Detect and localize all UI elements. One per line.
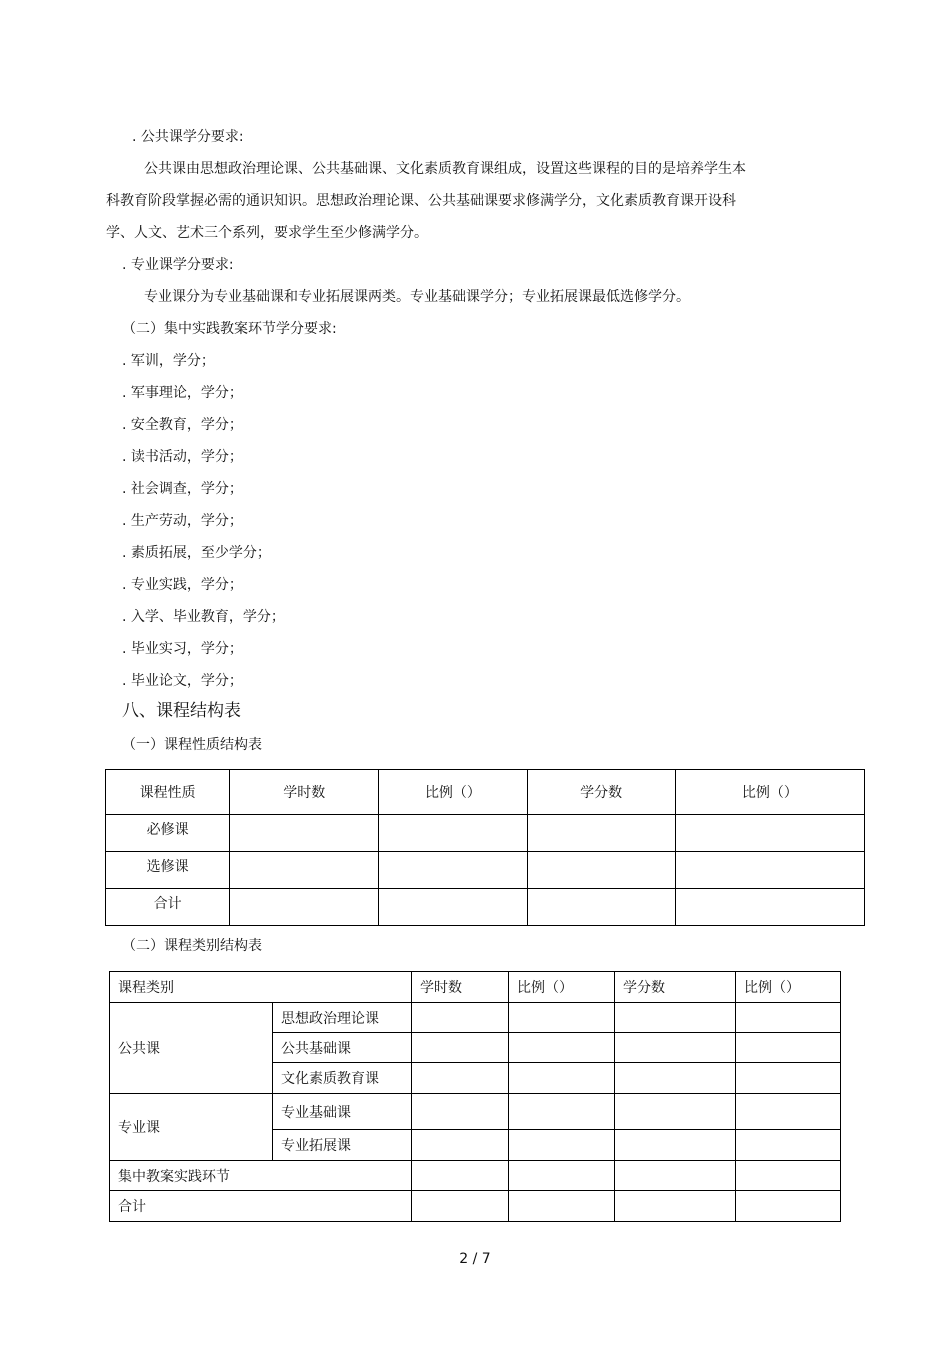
table-cell — [675, 889, 864, 926]
table-header-cell: 比例（） — [379, 770, 527, 815]
table-cell — [615, 1063, 736, 1094]
table-cell — [615, 1130, 736, 1161]
table-header-cell: 比例（） — [675, 770, 864, 815]
list-item: . 素质拓展，至少学分； — [122, 545, 271, 561]
table-cell — [509, 1033, 615, 1063]
table-cell — [509, 1094, 615, 1130]
list-item: . 毕业论文，学分； — [122, 673, 243, 689]
table-header-cell: 比例（） — [736, 972, 841, 1003]
major-credit-heading: . 专业课学分要求: — [122, 257, 234, 273]
public-credit-heading: . 公共课学分要求: — [132, 129, 244, 145]
table-row — [106, 852, 865, 889]
table-header-cell: 学时数 — [412, 972, 509, 1003]
section-title: 八、课程结构表 — [122, 701, 241, 721]
table-row — [106, 815, 865, 852]
table-cell — [736, 1003, 841, 1033]
category-total: 合计 — [110, 1191, 412, 1222]
table-cell — [615, 1161, 736, 1191]
table-header-row — [110, 972, 841, 1003]
public-credit-paragraph-line2: 科教育阶段掌握必需的通识知识。思想政治理论课、公共基础课要求修满学分，文化素质教育课开设科 — [106, 193, 736, 209]
subcategory-cell: 文化素质教育课 — [273, 1063, 412, 1094]
table-cell — [509, 1191, 615, 1222]
table-cell — [509, 1063, 615, 1094]
list-item: . 读书活动，学分； — [122, 449, 243, 465]
table-cell — [412, 1094, 509, 1130]
table-cell — [412, 1130, 509, 1161]
major-credit-paragraph: 专业课分为专业基础课和专业拓展课两类。专业基础课学分；专业拓展课最低选修学分。 — [144, 289, 690, 305]
table-cell — [736, 1130, 841, 1161]
public-credit-paragraph-line1: 公共课由思想政治理论课、公共基础课、文化素质教育课组成，设置这些课程的目的是培养学生本 — [144, 161, 746, 177]
table-row-label: 选修课 — [106, 852, 230, 889]
list-item: . 毕业实习，学分； — [122, 641, 243, 657]
table-header-cell: 学分数 — [527, 770, 675, 815]
subcategory-cell: 公共基础课 — [273, 1033, 412, 1063]
table-cell — [509, 1003, 615, 1033]
table-cell — [615, 1003, 736, 1033]
table1-title: （一）课程性质结构表 — [122, 737, 262, 753]
list-item: . 安全教育，学分； — [122, 417, 243, 433]
table-cell — [230, 852, 379, 889]
practice-credit-heading: （二）集中实践教案环节学分要求: — [122, 321, 337, 337]
subcategory-cell: 思想政治理论课 — [273, 1003, 412, 1033]
table-cell — [527, 852, 675, 889]
table-cell — [736, 1191, 841, 1222]
table-cell — [412, 1161, 509, 1191]
table-cell — [615, 1033, 736, 1063]
table-cell — [412, 1191, 509, 1222]
table-cell — [412, 1003, 509, 1033]
table-row — [110, 1003, 841, 1033]
list-item: . 社会调查，学分； — [122, 481, 243, 497]
public-credit-paragraph-line3: 学、人文、艺术三个系列，要求学生至少修满学分。 — [106, 225, 428, 241]
table-header-cell: 学分数 — [615, 972, 736, 1003]
table-header-cell: 课程类别 — [110, 972, 412, 1003]
table-cell — [379, 852, 527, 889]
list-item: . 军事理论，学分； — [122, 385, 243, 401]
table-cell — [615, 1191, 736, 1222]
table-cell — [379, 889, 527, 926]
list-item: . 生产劳动，学分； — [122, 513, 243, 529]
category-major: 专业课 — [110, 1094, 273, 1161]
table-row — [110, 1161, 841, 1191]
table-cell — [379, 815, 527, 852]
page-number: 2 / 7 — [459, 1251, 491, 1267]
course-category-table — [109, 971, 841, 1222]
table-cell — [675, 815, 864, 852]
table-cell — [736, 1161, 841, 1191]
list-item: . 军训，学分； — [122, 353, 215, 369]
table-cell — [736, 1063, 841, 1094]
category-practice: 集中教案实践环节 — [110, 1161, 412, 1191]
table-cell — [736, 1094, 841, 1130]
table-cell — [509, 1161, 615, 1191]
table-header-row — [106, 770, 865, 815]
table-cell — [527, 815, 675, 852]
table-cell — [527, 889, 675, 926]
table-row — [106, 889, 865, 926]
table-row — [110, 1191, 841, 1222]
subcategory-cell: 专业拓展课 — [273, 1130, 412, 1161]
table-cell — [615, 1094, 736, 1130]
list-item: . 专业实践，学分； — [122, 577, 243, 593]
table-cell — [230, 815, 379, 852]
table-cell — [509, 1130, 615, 1161]
table-cell — [412, 1033, 509, 1063]
table-header-cell: 学时数 — [230, 770, 379, 815]
table-row-label: 必修课 — [106, 815, 230, 852]
table-cell — [412, 1063, 509, 1094]
table-row — [110, 1094, 841, 1130]
table-cell — [675, 852, 864, 889]
table-row-label: 合计 — [106, 889, 230, 926]
category-public: 公共课 — [110, 1003, 273, 1094]
table-header-cell: 课程性质 — [106, 770, 230, 815]
table-cell — [230, 889, 379, 926]
list-item: . 入学、毕业教育，学分； — [122, 609, 285, 625]
table-cell — [736, 1033, 841, 1063]
table-header-cell: 比例（） — [509, 972, 615, 1003]
subcategory-cell: 专业基础课 — [273, 1094, 412, 1130]
table2-title: （二）课程类别结构表 — [122, 938, 262, 954]
course-nature-table — [105, 769, 865, 926]
